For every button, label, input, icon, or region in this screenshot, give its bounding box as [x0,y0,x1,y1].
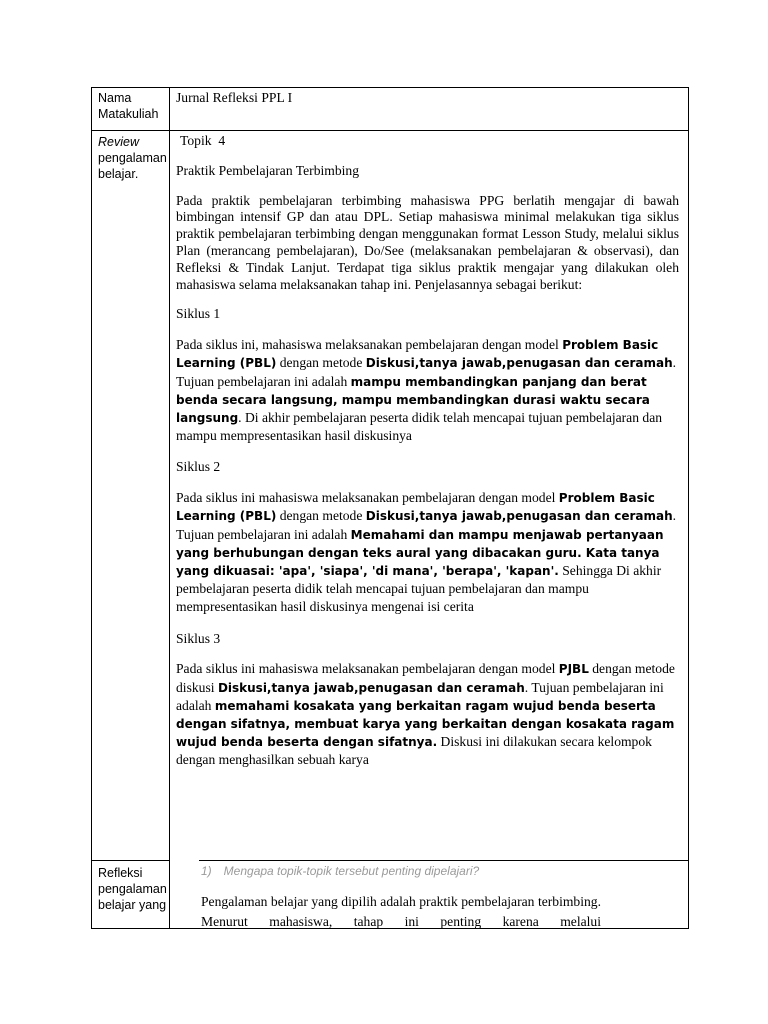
reflection-answer: Pengalaman belajar yang dipilih adalah praktik pembelajaran terbimbing. Menurut mahasiswa, tahap ini penting karena melalui [201,894,601,929]
question-text: Mengapa topik-topik tersebut penting dipelajari? [223,864,480,878]
table-border-left [91,87,92,929]
topic-heading: Topik 4 [180,133,226,148]
cycle1-paragraph: Pada siklus ini, mahasiswa melaksanakan pembelajaran dengan model Problem Basic Learning (PBL) dengan metode Diskusi,tanya jawab,penugasan dan ceramah. Tujuan pembelajaran ini adalah mampu membandingkan panjang dan berat benda secara langsung, mampu membandingkan durasi waktu secara langsung. Di akhir pembelajaran peserta didik telah mencapai tujuan pembelajaran dan mampu mempresentasikan hasil diskusinya [176,337,677,444]
cycle1-title: Siklus 1 [176,306,221,322]
label-review-italic: Review [98,135,139,149]
table-border-right [688,87,689,929]
table-row-divider-2b [199,860,689,861]
table-border-top [91,87,689,88]
label-review-rest: pengalaman belajar. [98,151,167,181]
cycle2-title: Siklus 2 [176,459,221,475]
table-column-divider [169,87,170,929]
intro-paragraph: Pada praktik pembelajaran terbimbing mahasiswa PPG berlatih mengajar di bawah bimbingan intensif GP dan atau DPL. Setiap mahasiswa minimal melakukan tiga siklus praktik pembelajaran terbimbing dengan menggunakan format Lesson Study, melalui siklus Plan (merancang pembelajaran), Do/See (melaksanakan pembelajaran & observasi), dan Refleksi & Tindak Lanjut. Terdapat tiga siklus praktik mengajar yang dilakukan oleh mahasiswa selama melaksanakan tahap ini. Penjelasannya sebagai berikut: [176,192,679,292]
course-name: Jurnal Refleksi PPL I [176,90,293,105]
table-row-divider-2 [91,860,169,861]
label-review [98,134,168,182]
cycle2-paragraph: Pada siklus ini mahasiswa melaksanakan pembelajaran dengan model Problem Basic Learning (PBL) dengan metode Diskusi,tanya jawab,penugasan dan ceramah. Tujuan pembelajaran ini adalah Memahami dan mampu menjawab pertanyaan yang berhubungan dengan teks aural yang dibacakan guru. Kata tanya yang dikuasai: 'apa', 'siapa', 'di mana', 'berapa', 'kapan'. Sehingga Di akhir pembelajaran peserta didik telah mencapai tujuan pembelajaran dan mampu mempresentasikan hasil diskusinya mengenai isi cerita [176,490,677,615]
review-content [176,133,679,770]
table-row-divider-1 [91,130,689,131]
reflection-question [201,864,479,878]
label-nama-matakuliah: Nama Matakuliah [98,91,159,121]
label-refleksi: Refleksi pengalaman belajar yang [98,866,167,912]
topic-subtitle: Praktik Pembelajaran Terbimbing [176,162,360,178]
cycle3-paragraph: Pada siklus ini mahasiswa melaksanakan pembelajaran dengan model PJBL dengan metode diskusi Diskusi,tanya jawab,penugasan dan ceramah. Tujuan pembelajaran ini adalah memahami kosakata yang berkaitan ragam wujud benda beserta dengan sifatnya, membuat karya yang berkaitan dengan kosakata ragam wujud benda beserta dengan sifatnya. Diskusi ini dilakukan secara kelompok dengan menghasilkan sebuah karya [176,661,675,768]
cycle3-title: Siklus 3 [176,630,221,646]
question-number: 1) [201,864,212,878]
